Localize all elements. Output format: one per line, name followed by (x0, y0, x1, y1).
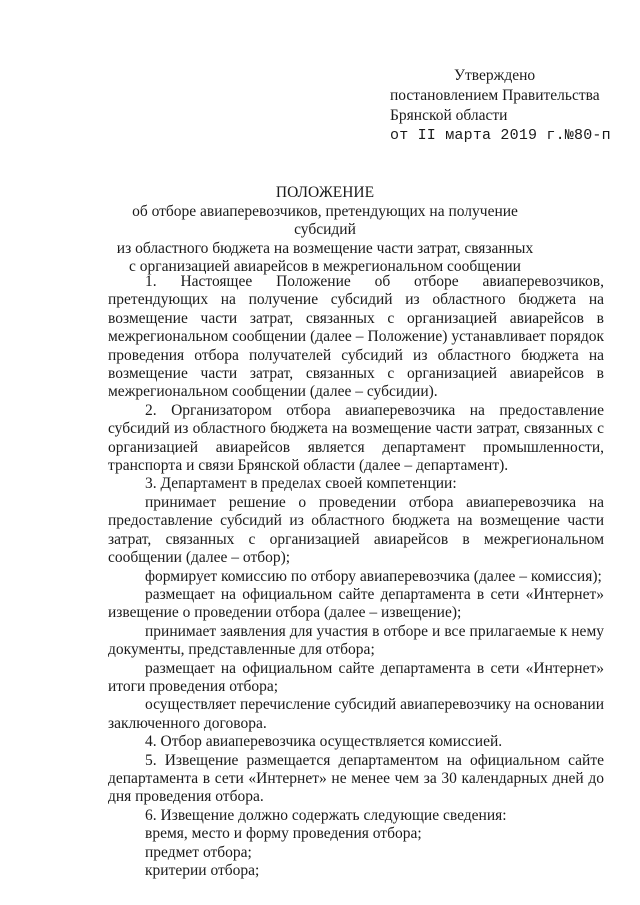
approval-stamp (390, 66, 630, 146)
paragraph: критерии отбора; (145, 862, 260, 879)
title-heading: ПОЛОЖЕНИЕ (275, 184, 375, 201)
approval-line: Утверждено (454, 67, 536, 84)
paragraph: 6. Извещение должно содержать следующие сведения: (145, 806, 507, 824)
paragraph: 4. Отбор авиаперевозчика осуществляется комиссией. (145, 733, 503, 751)
paragraph: формирует комиссию по отбору авиаперевозчика (далее – комиссия); (145, 567, 602, 585)
document-body (108, 273, 604, 880)
title-subline: из областного бюджета на возмещение части затрат, связанных (116, 239, 534, 257)
paragraph: осуществляет перечисление субсидий авиаперевозчику на основании заключенного договора. (108, 696, 604, 732)
paragraph: 3. Департамент в пределах своей компетенции: (145, 475, 457, 493)
paragraph: 1. Настоящее Положение об отборе авиаперевозчиков, претендующих на получение субсидий из областного бюджета на возмещение части затрат, связанных с организацией авиарейсов в межрегиональном сообщении (далее – Положение) устанавливает порядок проведения отбора получателей субсидий из областного бюджета на возмещение части затрат, связанных с организацией авиарейсов в межрегиональном сообщении (далее – субсидии). (108, 273, 604, 401)
paragraph: принимает решение о проведении отбора авиаперевозчика на предоставление субсидий из областного бюджета на возмещение части затрат, связанных с организацией авиарейсов в межрегиональном сообщении (далее – отбор); (108, 493, 604, 567)
approval-line: постановлением Правительства (390, 87, 600, 104)
paragraph: размещает на официальном сайте департамента в сети «Интернет» извещение о проведении отбора (далее – извещение); (108, 585, 604, 622)
paragraph: размещает на официальном сайте департамента в сети «Интернет» итоги проведения отбора; (108, 659, 604, 695)
title-subline: с организацией авиарейсов в межрегиональном сообщении (129, 258, 521, 275)
paragraph: 2. Организатором отбора авиаперевозчика на предоставление субсидий из областного бюджета на возмещение части затрат, связанных с организацией авиарейсов является департамент промышленности, транспорта и связи Брянской области (далее – департамент). (108, 401, 604, 475)
paragraph: время, место и форму проведения отбора; (145, 825, 422, 843)
document-title (108, 184, 542, 277)
approval-line: Брянской области (390, 107, 508, 124)
title-subline: об отборе авиаперевозчиков, претендующих на получение субсидий (132, 202, 518, 238)
approval-date: от II марта 2019 г.№80-п (390, 127, 611, 144)
paragraph: 5. Извещение размещается департаментом на официальном сайте департамента в сети «Интернет» не менее чем за 30 календарных дней до дня проведения отбора. (108, 751, 604, 806)
paragraph: предмет отбора; (145, 843, 252, 861)
paragraph: принимает заявления для участия в отборе и все прилагаемые к нему документы, представленные для отбора; (108, 622, 604, 659)
